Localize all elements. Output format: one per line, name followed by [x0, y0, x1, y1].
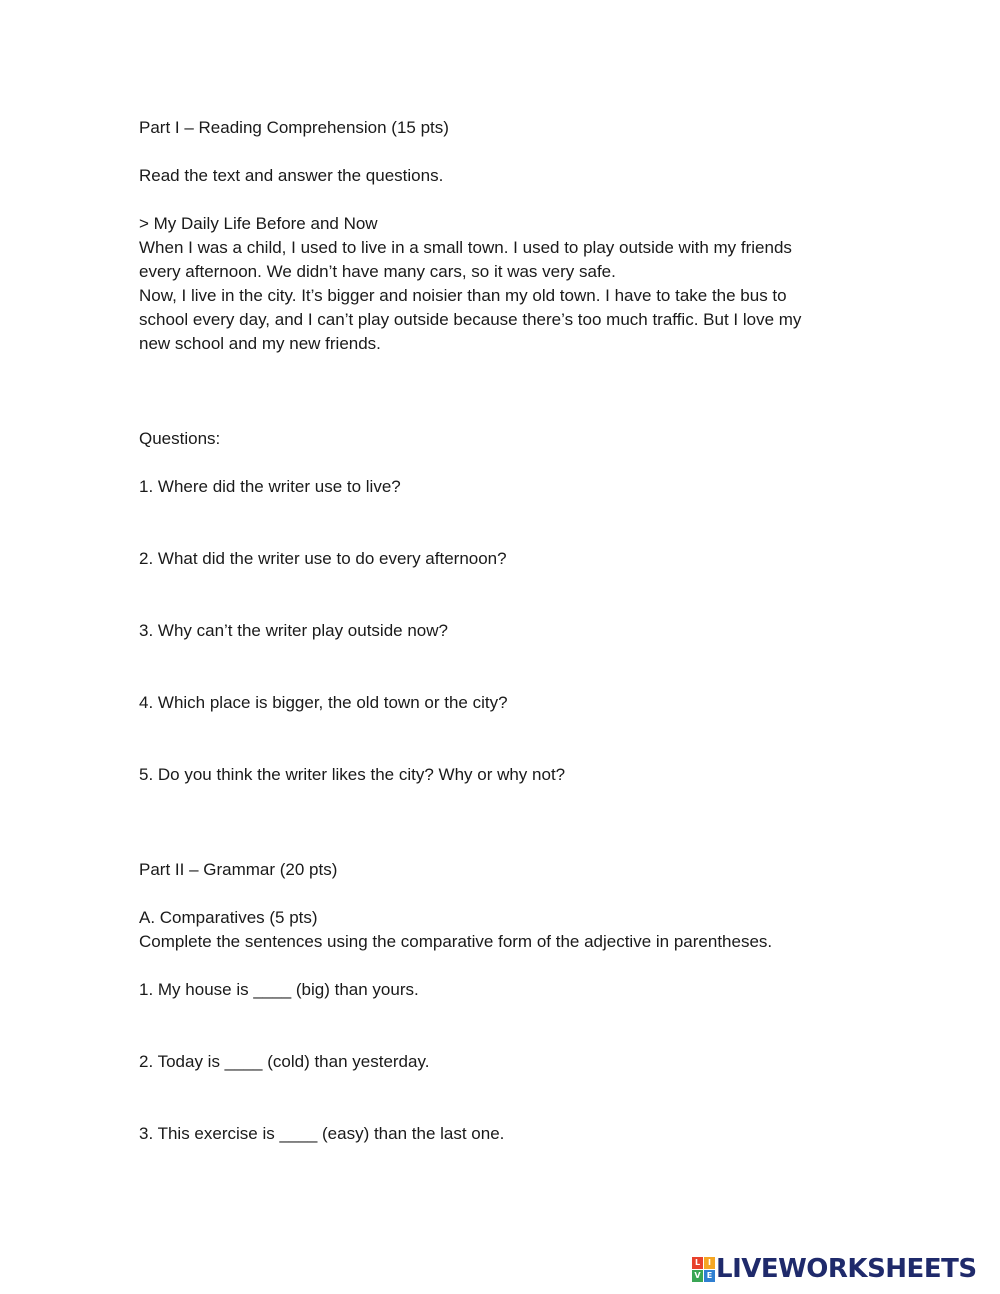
- question-item: 5. Do you think the writer likes the city? Why or why not?: [139, 765, 566, 784]
- passage-title: > My Daily Life Before and Now: [139, 214, 378, 233]
- grammar-item: 3. This exercise is ____ (easy) than the last one.: [139, 1124, 505, 1143]
- passage-line: When I was a child, I used to live in a small town. I used to play outside with my friends: [139, 238, 792, 257]
- section-a-instruction: Complete the sentences using the comparative form of the adjective in parentheses.: [139, 932, 773, 951]
- logo-text: LIVEWORKSHEETS: [716, 1254, 977, 1284]
- question-item: 4. Which place is bigger, the old town or the city?: [139, 693, 508, 712]
- question-item: 2. What did the writer use to do every afternoon?: [139, 549, 507, 568]
- logo-badge-letter: I: [704, 1257, 715, 1269]
- grammar-item: 1. My house is ____ (big) than yours.: [139, 980, 419, 999]
- question-item: 1. Where did the writer use to live?: [139, 477, 401, 496]
- questions-label: Questions:: [139, 429, 221, 448]
- passage-line: new school and my new friends.: [139, 334, 381, 353]
- part1-instruction: Read the text and answer the questions.: [139, 166, 444, 185]
- section-a-title: A. Comparatives (5 pts): [139, 908, 318, 927]
- passage-line: every afternoon. We didn’t have many cars, so it was very safe.: [139, 262, 616, 281]
- part2-title: Part II – Grammar (20 pts): [139, 860, 338, 879]
- part1-title: Part I – Reading Comprehension (15 pts): [139, 118, 449, 137]
- passage-line: school every day, and I can’t play outside because there’s too much traffic. But I love my: [139, 310, 802, 329]
- logo-badge-letter: L: [692, 1257, 703, 1269]
- logo-badge-letter: V: [692, 1270, 703, 1282]
- grammar-item: 2. Today is ____ (cold) than yesterday.: [139, 1052, 430, 1071]
- passage-line: Now, I live in the city. It’s bigger and noisier than my old town. I have to take the bus to: [139, 286, 787, 305]
- liveworksheets-logo: [692, 1254, 977, 1284]
- logo-badge-letter: E: [704, 1270, 715, 1282]
- question-item: 3. Why can’t the writer play outside now?: [139, 621, 448, 640]
- logo-badge-icon: [692, 1257, 714, 1281]
